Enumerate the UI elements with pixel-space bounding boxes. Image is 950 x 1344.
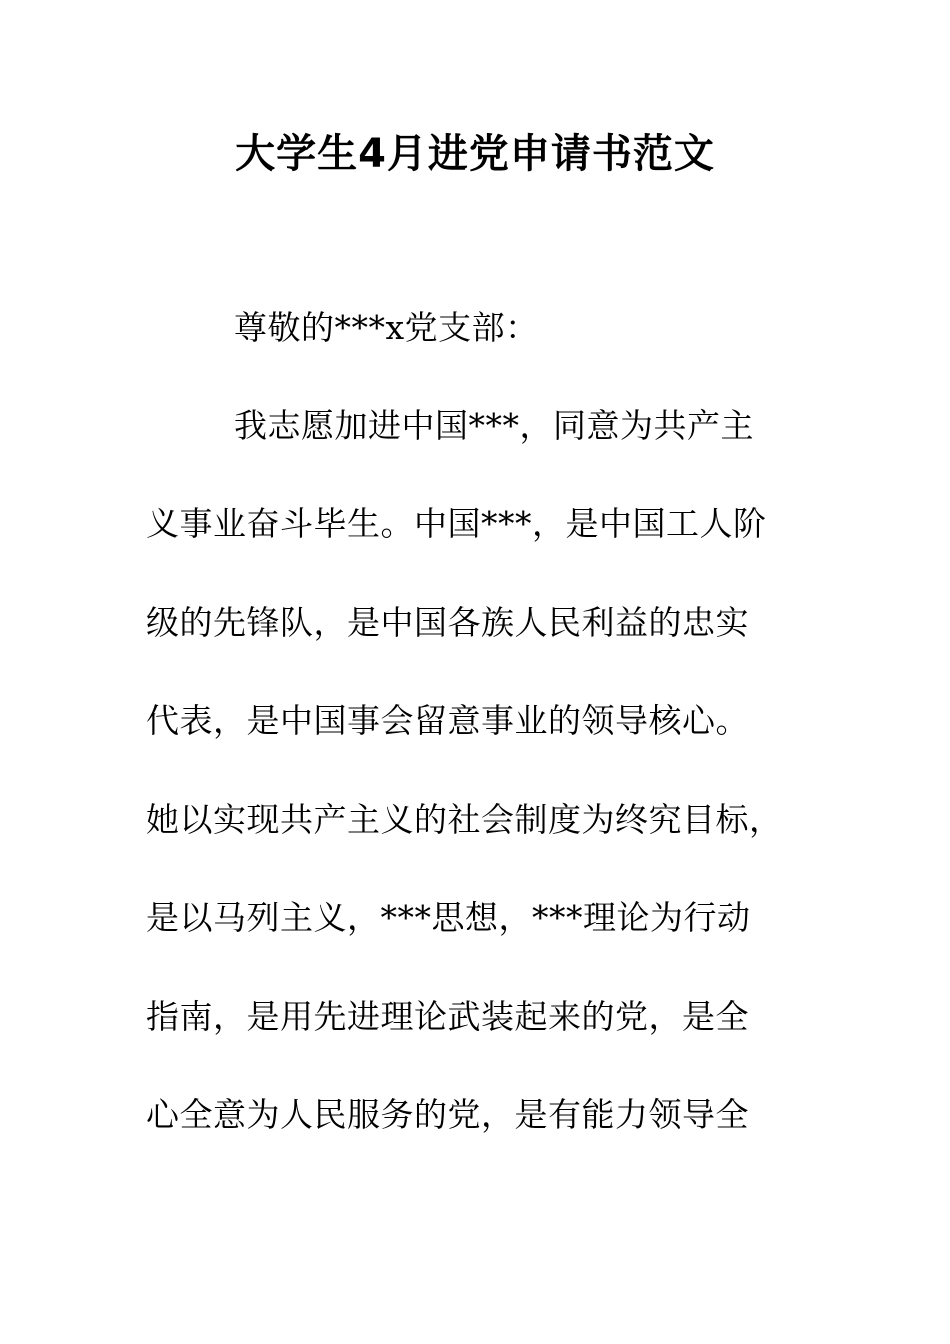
body-line-1: 我志愿加进中国***，同意为共产主: [234, 406, 754, 445]
body-line-2: 义事业奋斗毕生。中国***，是中国工人阶: [146, 504, 767, 543]
salutation: 尊敬的***x党支部：: [234, 308, 539, 347]
body-line-7: 指南，是用先进理论武装起来的党，是全: [146, 997, 749, 1036]
body-line-5: 她以实现共产主义的社会制度为终究目标，: [146, 800, 783, 839]
body-line-3: 级的先锋队，是中国各族人民利益的忠实: [146, 603, 749, 642]
document-title: 大学生4月进党申请书范文: [235, 131, 715, 177]
body-line-4: 代表，是中国事会留意事业的领导核心。: [146, 701, 749, 740]
body-line-8: 心全意为人民服务的党，是有能力领导全: [146, 1095, 749, 1134]
body-line-6: 是以马列主义，***思想，***理论为行动: [146, 898, 751, 937]
